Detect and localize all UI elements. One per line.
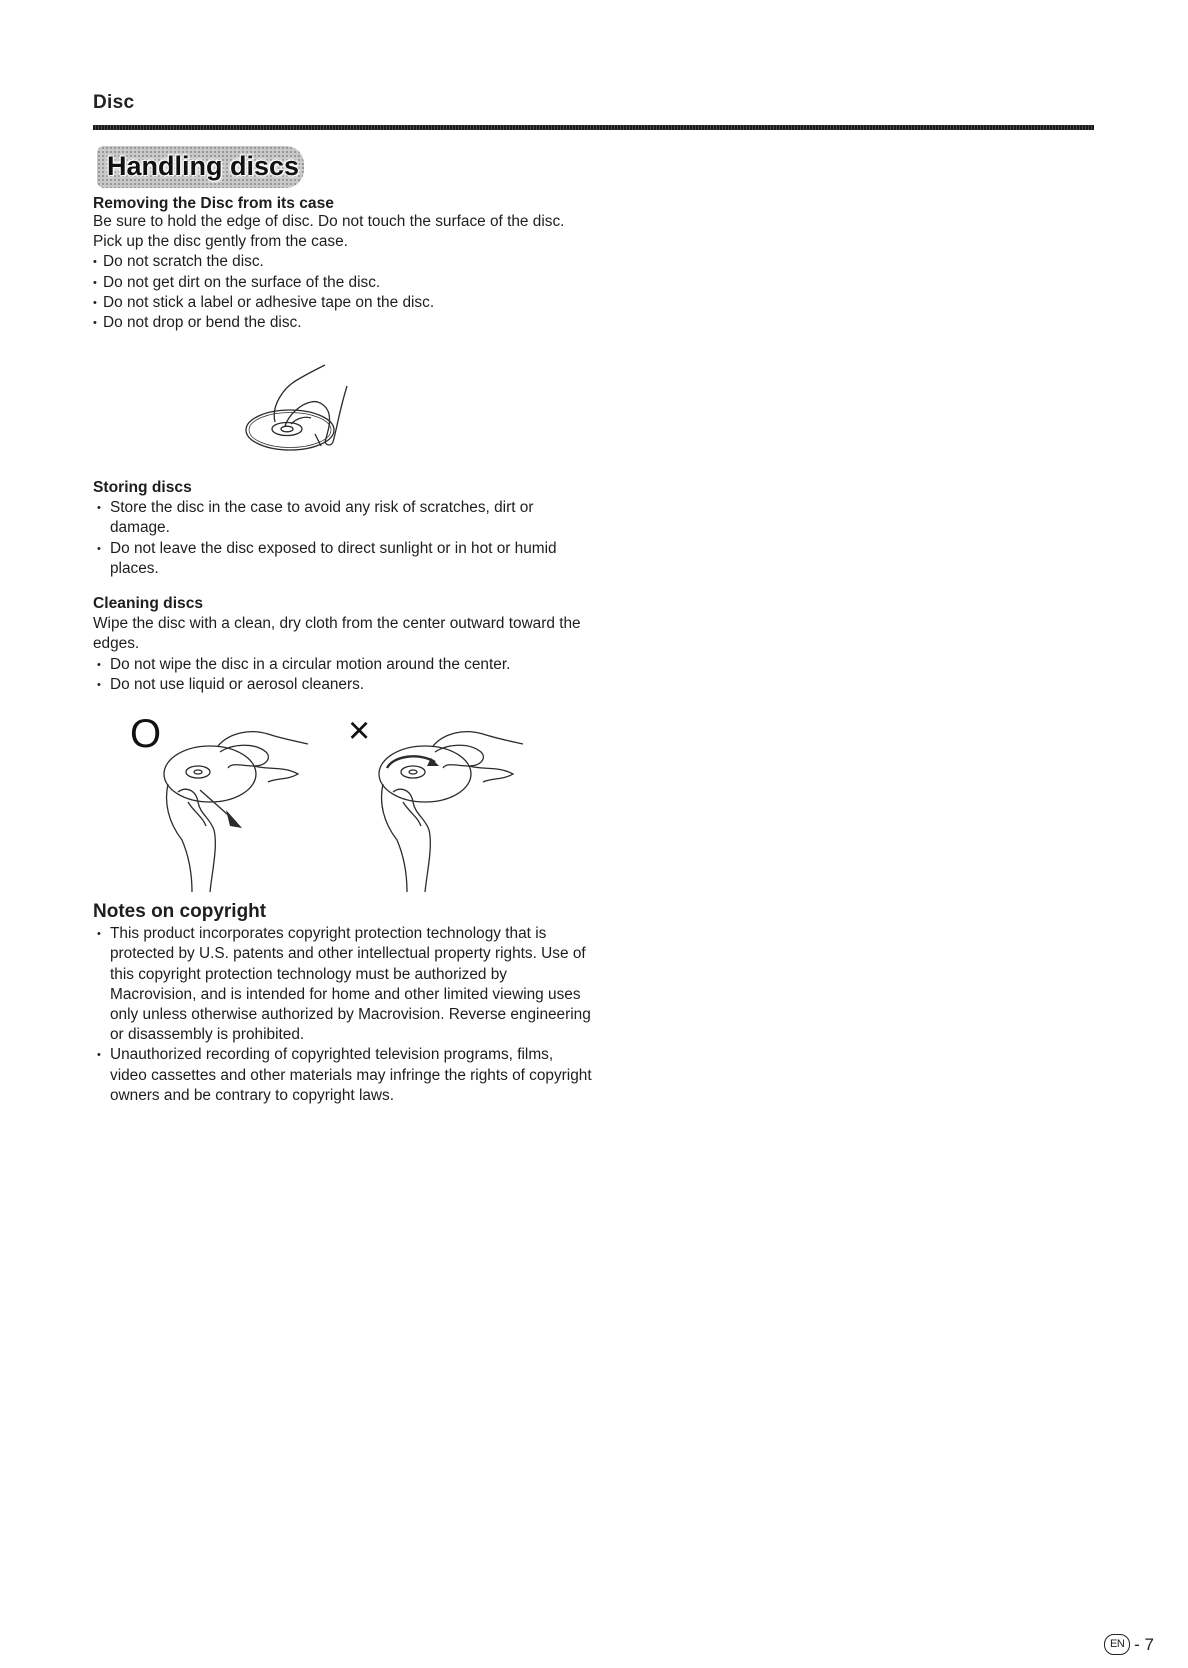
- storing-list: [93, 498, 593, 579]
- section-heading-banner: [97, 146, 304, 188]
- list-item: • Do not use liquid or aerosol cleaners.: [93, 675, 593, 695]
- disc-holding-illustration: [245, 362, 385, 462]
- list-item: • Do not drop or bend the disc.: [93, 313, 593, 333]
- cleaning-intro: Wipe the disc with a clean, dry cloth from the center outward toward the edges.: [93, 615, 581, 653]
- copyright-list: [93, 924, 593, 1106]
- removing-intro-2: Pick up the disc gently from the case.: [93, 233, 348, 251]
- list-item: • Do not wipe the disc in a circular motion around the center.: [93, 655, 593, 675]
- section-heading: Handling discs: [107, 151, 300, 181]
- list-item: • Store the disc in the case to avoid any risk of scratches, dirt or damage.: [93, 498, 593, 538]
- list-item: • Do not get dirt on the surface of the disc.: [93, 273, 593, 293]
- copyright-section: [93, 902, 593, 1106]
- wipe-circular-illustration: [373, 722, 543, 897]
- list-item: • Do not leave the disc exposed to direct sunlight or in hot or humid places.: [93, 539, 593, 579]
- storing-title: Storing discs: [93, 479, 192, 496]
- correct-mark: O: [130, 712, 162, 756]
- storing-section: [93, 478, 593, 579]
- list-item: • Do not stick a label or adhesive tape on the disc.: [93, 293, 593, 313]
- section-label: Disc: [93, 92, 135, 113]
- cleaning-section: [93, 594, 593, 695]
- removing-section: [93, 195, 593, 333]
- removing-intro-1: Be sure to hold the edge of disc. Do not touch the surface of the disc.: [93, 213, 565, 230]
- wipe-outward-illustration: [158, 722, 328, 897]
- list-item: • Unauthorized recording of copyrighted television programs, films, video cassettes and other materials may infringe the rights of copyright owners and be contrary to copyright laws.: [93, 1045, 593, 1106]
- cleaning-list: [93, 655, 593, 695]
- cleaning-title: Cleaning discs: [93, 595, 204, 612]
- header-rule: [93, 125, 1094, 130]
- list-item: • Do not scratch the disc.: [93, 252, 593, 272]
- removing-list: [93, 252, 593, 333]
- language-badge: EN: [1104, 1634, 1130, 1655]
- wrong-mark: ×: [348, 710, 371, 752]
- page-number: - 7: [1134, 1634, 1154, 1654]
- copyright-title: Notes on copyright: [93, 901, 267, 922]
- removing-title: Removing the Disc from its case: [93, 195, 334, 212]
- page-footer: [1104, 1634, 1154, 1655]
- list-item: • This product incorporates copyright protection technology that is protected by U.S. patents and other intellectual property rights. Use of this copyright protection technology must be authorized by Macrovision, and is intended for home and other limited viewing uses only unless otherwise authorized by Macrovision. Reverse engineering or disassembly is prohibited.: [93, 924, 593, 1045]
